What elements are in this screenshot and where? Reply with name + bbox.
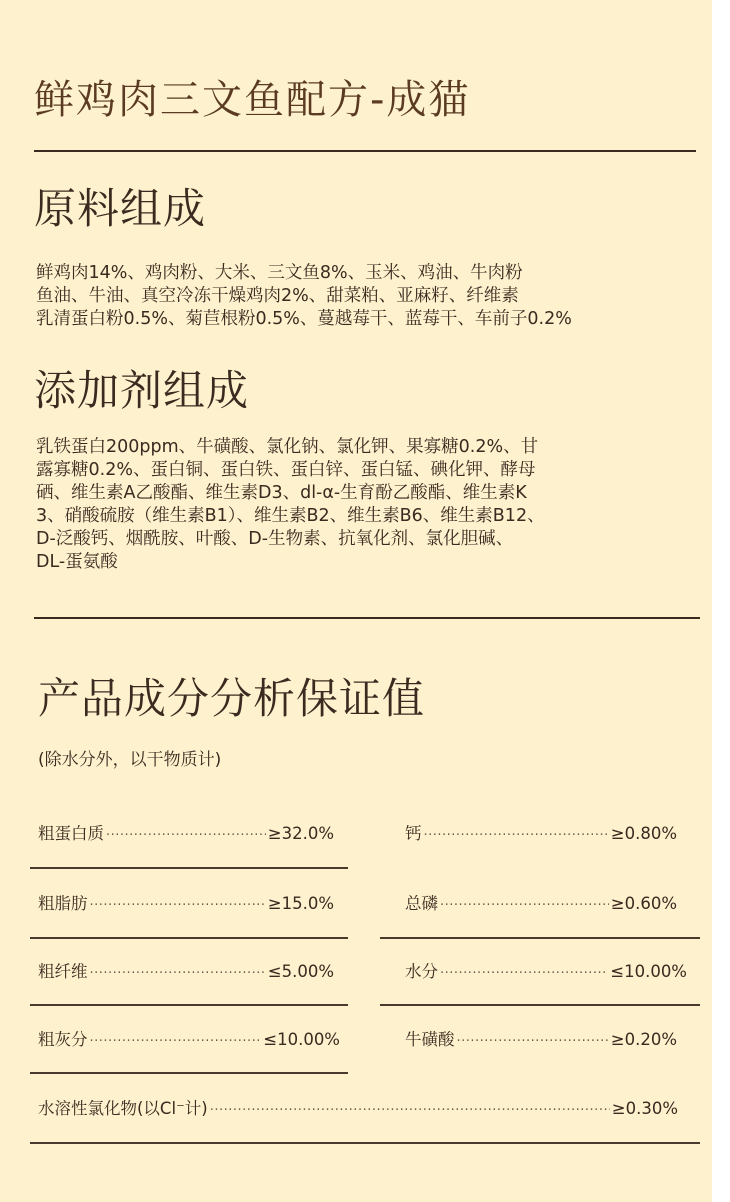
title-divider: [34, 150, 696, 152]
additives-line: 硒、维生素A乙酸酯、维生素D3、dl-α-生育酚乙酸酯、维生素K: [36, 483, 527, 503]
item-value: ≥15.0%: [267, 894, 334, 913]
additives-line: DL-蛋氨酸: [36, 552, 118, 572]
row-divider: [30, 867, 348, 869]
item-value: ≥32.0%: [267, 824, 334, 843]
additives-line: D-泛酸钙、烟酰胺、叶酸、D-生物素、抗氧化剂、氯化胆碱、: [36, 529, 514, 549]
item-name: 粗灰分: [38, 1030, 88, 1049]
analysis-item-crude-ash: [38, 1028, 340, 1054]
section-divider: [34, 617, 700, 619]
additives-line: 露寡糖0.2%、蛋白铜、蛋白铁、蛋白锌、蛋白锰、碘化钾、酵母: [36, 460, 536, 480]
item-value: ≤10.00%: [263, 1030, 340, 1049]
item-name: 总磷: [405, 894, 438, 913]
leader-dots: [440, 962, 608, 986]
row-divider: [380, 937, 700, 939]
ingredients-heading: 原料组成: [34, 184, 207, 233]
item-name: 牛磺酸: [405, 1030, 455, 1049]
item-name: 水分: [405, 962, 438, 981]
item-name: 粗脂肪: [38, 894, 88, 913]
analysis-item-crude-fiber: [38, 960, 334, 986]
row-divider: [30, 1142, 700, 1144]
page-title: 鲜鸡肉三文鱼配方-成猫: [34, 77, 471, 123]
analysis-item-crude-fat: [38, 892, 334, 918]
item-name: 粗蛋白质: [38, 824, 104, 843]
analysis-heading: 产品成分分析保证值: [38, 674, 426, 723]
item-value: ≥0.20%: [610, 1030, 677, 1049]
additives-heading: 添加剂组成: [34, 366, 250, 415]
leader-dots: [424, 824, 609, 848]
analysis-item-total-phosphorus: [405, 892, 677, 918]
item-value: ≥0.30%: [611, 1099, 678, 1118]
item-name: 钙: [405, 824, 422, 843]
leader-dots: [106, 824, 266, 848]
ingredients-text: [36, 262, 572, 331]
item-name: 粗纤维: [38, 962, 88, 981]
item-value: ≥0.60%: [610, 894, 677, 913]
leader-dots: [210, 1099, 610, 1123]
item-value: ≤10.00%: [610, 962, 687, 981]
additives-text: [36, 436, 545, 574]
leader-dots: [90, 1030, 262, 1054]
additives-line: 3、硝酸硫胺（维生素B1）、维生素B2、维生素B6、维生素B12、: [36, 506, 545, 526]
item-value: ≤5.00%: [267, 962, 334, 981]
analysis-note: (除水分外，以干物质计): [38, 750, 222, 770]
item-name: 水溶性氯化物(以Cl⁻计): [38, 1099, 208, 1118]
analysis-item-calcium: [405, 822, 677, 848]
row-divider: [30, 1004, 348, 1006]
analysis-item-taurine: [405, 1028, 677, 1054]
leader-dots: [90, 894, 266, 918]
row-divider: [380, 1004, 700, 1006]
ingredients-line: 乳清蛋白粉0.5%、菊苣根粉0.5%、蔓越莓干、蓝莓干、车前子0.2%: [36, 309, 572, 329]
leader-dots: [440, 894, 609, 918]
leader-dots: [90, 962, 266, 986]
ingredients-line: 鲜鸡肉14%、鸡肉粉、大米、三文鱼8%、玉米、鸡油、牛肉粉: [36, 263, 523, 283]
row-divider: [30, 937, 348, 939]
additives-line: 乳铁蛋白200ppm、牛磺酸、氯化钠、氯化钾、果寡糖0.2%、甘: [36, 437, 539, 457]
analysis-item-chloride: [38, 1097, 678, 1123]
leader-dots: [457, 1030, 609, 1054]
analysis-item-moisture: [405, 960, 687, 986]
row-divider: [30, 1072, 348, 1074]
item-value: ≥0.80%: [610, 824, 677, 843]
analysis-item-crude-protein: [38, 822, 334, 848]
ingredients-line: 鱼油、牛油、真空冷冻干燥鸡肉2%、甜菜粕、亚麻籽、纤维素: [36, 286, 519, 306]
